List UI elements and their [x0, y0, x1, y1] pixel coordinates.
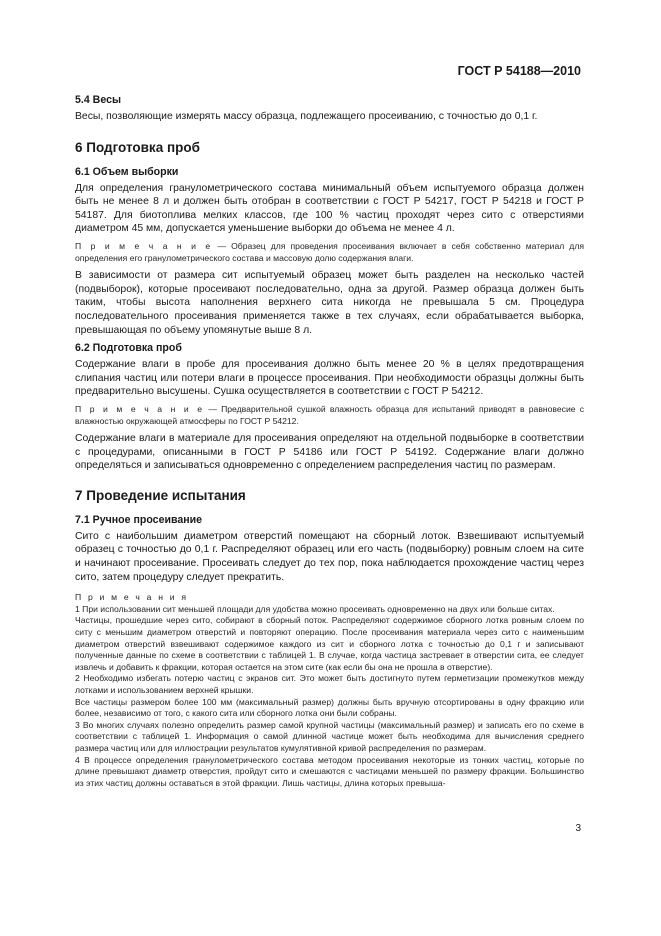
page-number: 3	[575, 823, 581, 834]
section-6-title: 6 Подготовка проб	[75, 139, 200, 155]
section-7-1-note-1: 1 При использовании сит меньшей площади для удобства можно просеивать одновременно на двух или больше ситах.	[75, 603, 555, 614]
section-5-4-title: 5.4 Весы	[75, 94, 122, 106]
page-content	[75, 93, 584, 789]
section-6-1-note	[75, 241, 584, 264]
note-text: — Предварительной сушкой влажность образца для испытаний приводят в равновесие с влажностью окружающей атмосферы по ГОСТ Р 54212.	[75, 403, 584, 426]
note-label: П р и м е ч а н и е	[75, 240, 213, 251]
note-label: П р и м е ч а н и е	[75, 403, 205, 414]
note-text: — Образец для проведения просеивания включает в себя собственно материал для определения его гранулометрического состава и массовую долю содержания влаги.	[75, 240, 584, 263]
section-6-1-title: 6.1 Объем выборки	[75, 165, 179, 178]
section-6-2-note	[75, 404, 584, 427]
document-id-header: ГОСТ Р 54188—2010	[457, 64, 581, 78]
section-7-1-note-4: 4 В процессе определения гранулометрического состава методом просеивания некоторые из тонких частиц, которые по длине превышают диаметр отверстия, пройдут сито и смешаются с частицами меньшей по размеру фракции. Большинство из этих частиц должны оставаться в этой фракции. Лишь частицы, длина которых превыша-	[75, 754, 584, 788]
section-6-2-paragraph-2: Содержание влаги в материале для просеивания определяют на отдельной подвыборке в соответствии с процедурами, описанными в ГОСТ Р 54186 или ГОСТ Р 54192. Содержание влаги должно определяться и записываться одновременно с определением распределения частиц по размерам.	[75, 433, 584, 472]
section-6-1-paragraph-2: В зависимости от размера сит испытуемый образец может быть разделен на несколько частей (подвыборок), которые просеивают последовательно, одна за другой. Размер образца должен быть таким, чтобы высота наполнения верхнего сита никогда не превышала 5 см. Процедура последовательного просеивания применяется также в тех случаях, если обрабатывается выборка, превышающая по объему упомянутые выше 8 л.	[75, 270, 584, 336]
section-7-1-note-1-cont: Частицы, прошедшие через сито, собирают в сборный поток. Распределяют содержимое сборного лотка ровным слоем по ситу с меньшим диаметром отверстий и повторяют операцию. После просеивания материала через сито с наименьшим диаметром отверстий взвешивают содержимое каждого из сит и сборного лотка с точностью до 0,1 г и записывают полученные данные по схеме в соответствии с таблицей 1. В случае, когда частица застревает в отверстии сита, ее следует извлечь и добавить к фракции, которая остается на этом сите (как если бы она не прошла в отверстие).	[75, 615, 584, 672]
section-7-1-note-2-cont: Все частицы размером более 100 мм (максимальный размер) должны быть вручную отсортированы в одну фракцию или более, независимо от того, с какого сита или сборного лотка они были собраны.	[75, 696, 584, 719]
section-6-1-paragraph-1: Для определения гранулометрического состава минимальный объем испытуемого образца должен быть не менее 8 л и должен быть отобран в соответствии с ГОСТ Р 54217, ГОСТ Р 54218 и ГОСТ Р 54187. Для биотоплива мелких классов, где 100 % частиц проходят через сито с отверстиями диаметром 45 мм, допускается уменьшение выборки до объема не менее 4 л.	[75, 182, 584, 235]
section-7-1-title: 7.1 Ручное просеивание	[75, 513, 203, 526]
section-7-1-note-3: 3 Во многих случаях полезно определить размер самой крупной частицы (максимальный размер) и записать его по схеме в соответствии с таблицей 1. Информация о самой длинной частице может быть необходима для вычисления среднего размера частиц или для иллюстрации результатов кумулятивной кривой распределения по размерам.	[75, 719, 584, 753]
section-6-2-paragraph-1: Содержание влаги в пробе для просеивания должно быть менее 20 % в целях предотвращения слипания частиц или потери влаги в процессе просеивания. При необходимости образцы должны быть предварительно высушены. Сушка осуществляется в соответствии с ГОСТ Р 54212.	[75, 359, 584, 398]
section-6-2-title: 6.2 Подготовка проб	[75, 342, 182, 355]
section-7-1-notes-label: П р и м е ч а н и я	[75, 592, 189, 603]
section-5-4-text: Весы, позволяющие измерять массу образца, подлежащего просеиванию, с точностью до 0,1 г.	[75, 111, 538, 122]
section-7-title: 7 Проведение испытания	[75, 487, 246, 503]
section-7-1-note-2: 2 Необходимо избегать потерю частиц с экранов сит. Это может быть достигнуто путем герметизации промежутков между лотками и использованием верхней крышки.	[75, 673, 584, 695]
section-7-1-paragraph-1: Сито с наибольшим диаметром отверстий помещают на сборный лоток. Взвешивают испытуемый образец с точностью до 0,1 г. Распределяют образец или его часть (подвыборку) ровным слоем на сите и начинают просеивание. Просеивать следует до тех пор, пока наблюдается прохождение частиц через сито, затем процедуру следует прекратить.	[75, 530, 584, 583]
